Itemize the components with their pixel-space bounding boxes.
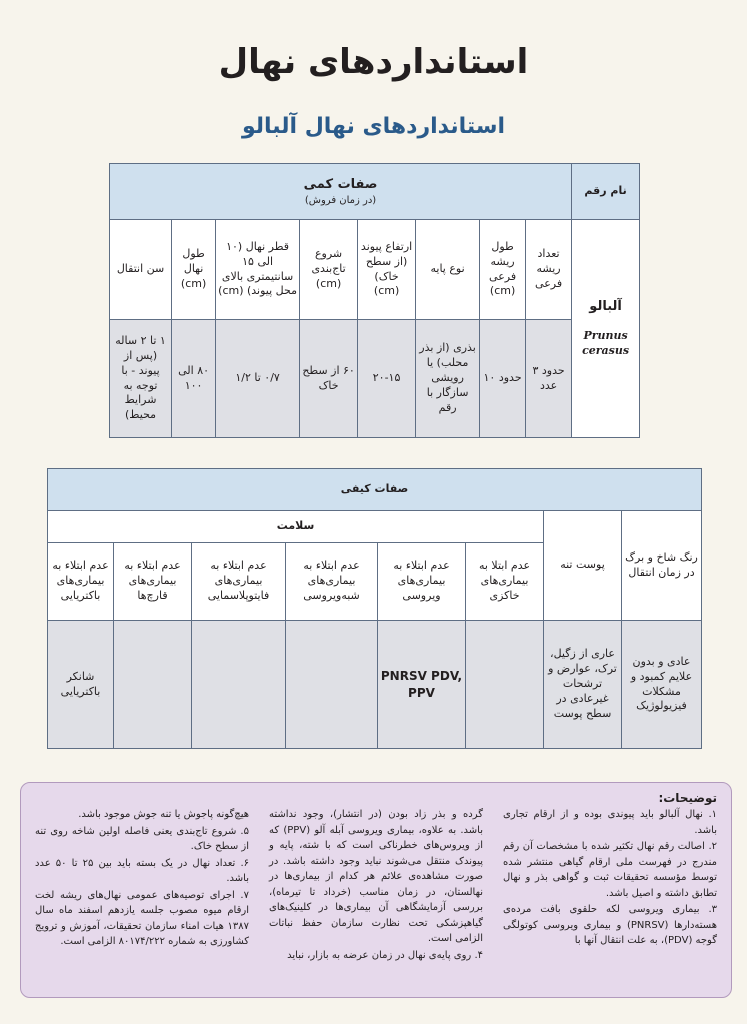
- note-paragraph: ۶. تعداد نهال در یک بسته باید بین ۲۵ تا ۵۰ عدد باشد.: [35, 857, 249, 884]
- health-group-header: سلامت: [48, 511, 544, 543]
- col-header: ارتفاع پیوند (از سطح خاک) (cm): [358, 220, 416, 320]
- value-cell: حدود ۱۰: [480, 320, 526, 438]
- col-header: عدم ابتلاء به بیماری‌های باکتریایی: [48, 543, 114, 621]
- col-header: طول نهال (cm): [172, 220, 216, 320]
- value-cell: [192, 621, 286, 749]
- col-header: نوع پایه: [416, 220, 480, 320]
- variety-latin-name: Prunus cerasus: [582, 329, 630, 358]
- notes-box: [20, 782, 732, 998]
- page-subtitle: استانداردهای نهال آلبالو: [241, 114, 506, 139]
- value-cell: ۱ تا ۲ ساله (پس از پیوند - با توجه به شرایط محیط): [110, 320, 172, 438]
- notes-column: [503, 807, 717, 964]
- notes-title: توضیحات:: [658, 791, 717, 805]
- value-cell: ۸۰ الی ۱۰۰: [172, 320, 216, 438]
- note-paragraph: ۳. بیماری ویروسی لکه حلقوی بافت مرده‌ی هسته‌دارها (PNRSV) و بیماری ویروسی کوتولگی گوجه (PDV)، به علت انتقال آنها با: [503, 904, 717, 946]
- col-header: پوست تنه: [544, 511, 622, 621]
- variety-cell: [572, 220, 640, 438]
- value-cell: [286, 621, 378, 749]
- col-header: عدم ابتلاء به بیماری‌های ویروسی: [378, 543, 466, 621]
- notes-column: [269, 807, 483, 964]
- col-header: عدم ابتلاء به بیماری‌های قارچ‌ها: [114, 543, 192, 621]
- note-paragraph: هیچ‌گونه پاجوش یا تنه جوش موجود باشد.: [78, 809, 249, 820]
- col-header: طول ریشه فرعی (cm): [480, 220, 526, 320]
- col-header: شروع تاج‌بندی (cm): [300, 220, 358, 320]
- value-cell: [114, 621, 192, 749]
- value-cell: ۲۰-۱۵: [358, 320, 416, 438]
- value-cell: ۰/۷ تا ۱/۲: [216, 320, 300, 438]
- note-paragraph: ۴. روی پایه‌ی نهال در زمان عرضه به بازار، نباید: [287, 949, 483, 961]
- col-header: قطر نهال (۱۰ الی ۱۵ سانتیمتری بالای محل پیوند) (cm): [216, 220, 300, 320]
- col-header: عدم ابتلاء به بیماری‌های فایتوپلاسمایی: [192, 543, 286, 621]
- variety-header: نام رقم: [572, 164, 640, 220]
- qualitative-section-header: صفات کیفی: [48, 469, 702, 511]
- col-header: رنگ شاخ و برگ در زمان انتقال: [622, 511, 702, 621]
- quantitative-section-header: [110, 164, 572, 220]
- variety-name: آلبالو: [589, 298, 622, 314]
- note-paragraph: ۲. اصالت رقم نهال تکثیر شده با مشخصات آن رقم مندرج در فهرست ملی ارقام گیاهی منتشر شده توسط مؤسسه تحقیقات ثبت و گواهی بذر و نهال تطابق داشته و اصیل باشد.: [503, 841, 717, 899]
- qualitative-traits-table: [47, 468, 702, 749]
- note-paragraph: ۵. شروع تاج‌بندی یعنی فاصله اولین شاخه روی تنه از سطح خاک.: [35, 825, 249, 852]
- value-cell: [466, 621, 544, 749]
- col-header: تعداد ریشه فرعی: [526, 220, 572, 320]
- value-cell: شانکر باکتریایی: [48, 621, 114, 749]
- value-cell: بذری (از بذر محلب) یا رویشی سازگار با رقم: [416, 320, 480, 438]
- note-paragraph: گرده و بذر زاد بودن (در انتشار)، وجود نداشته باشد. به علاوه، بیماری ویروسی آبله آلو (PPV) که از ویروس‌های خطرناکی است که با شته، پایه و پیوندک منتقل می‌شوند نباید وجود داشته باشد. در صورت مشاهده‌ی علائم هر کدام از بیماری‌ها در نهالستان، در زمان مناسب (خرداد تا تیرماه)، بررسی آزمایشگاهی آن بیماری‌ها در کلینیک‌های گیاهپزشکی تحت نظارت سازمان حفظ نباتات الزامی است.: [269, 809, 483, 944]
- col-header: سن انتقال: [110, 220, 172, 320]
- note-paragraph: ۱. نهال آلبالو باید پیوندی بوده و از ارقام تجاری باشد.: [503, 809, 717, 836]
- value-cell: عاری از زگیل، ترک، عوارض و ترشحات غیرعادی در سطح پوست: [544, 621, 622, 749]
- quantitative-title: صفات کمی: [303, 176, 378, 192]
- quantitative-subtitle: (در زمان فروش): [304, 194, 377, 206]
- col-header: عدم ابتلا به بیماری‌های خاکزی: [466, 543, 544, 621]
- quantitative-traits-table: [109, 163, 640, 438]
- notes-column: [35, 807, 249, 964]
- value-cell: حدود ۳ عدد: [526, 320, 572, 438]
- value-cell: ۶۰ از سطح خاک: [300, 320, 358, 438]
- page-title: استانداردهای نهال: [218, 42, 529, 82]
- value-cell: PNRSV PDV, PPV: [378, 621, 466, 749]
- value-cell: عادی و بدون علایم کمبود و مشکلات فیزیولوژیک: [622, 621, 702, 749]
- col-header: عدم ابتلاء به بیماری‌های شبه‌ویروسی: [286, 543, 378, 621]
- note-paragraph: ۷. اجرای توصیه‌های عمومی نهال‌های ریشه لخت ارقام میوه مصوب جلسه یازدهم اسفند ماه سال ۱۳۸۷ هیات امناء سازمان تحقیقات، آموزش و ترویج کشاورزی به شماره ۸۰۱۷۴/۲۲۲ الزامی است.: [35, 889, 249, 947]
